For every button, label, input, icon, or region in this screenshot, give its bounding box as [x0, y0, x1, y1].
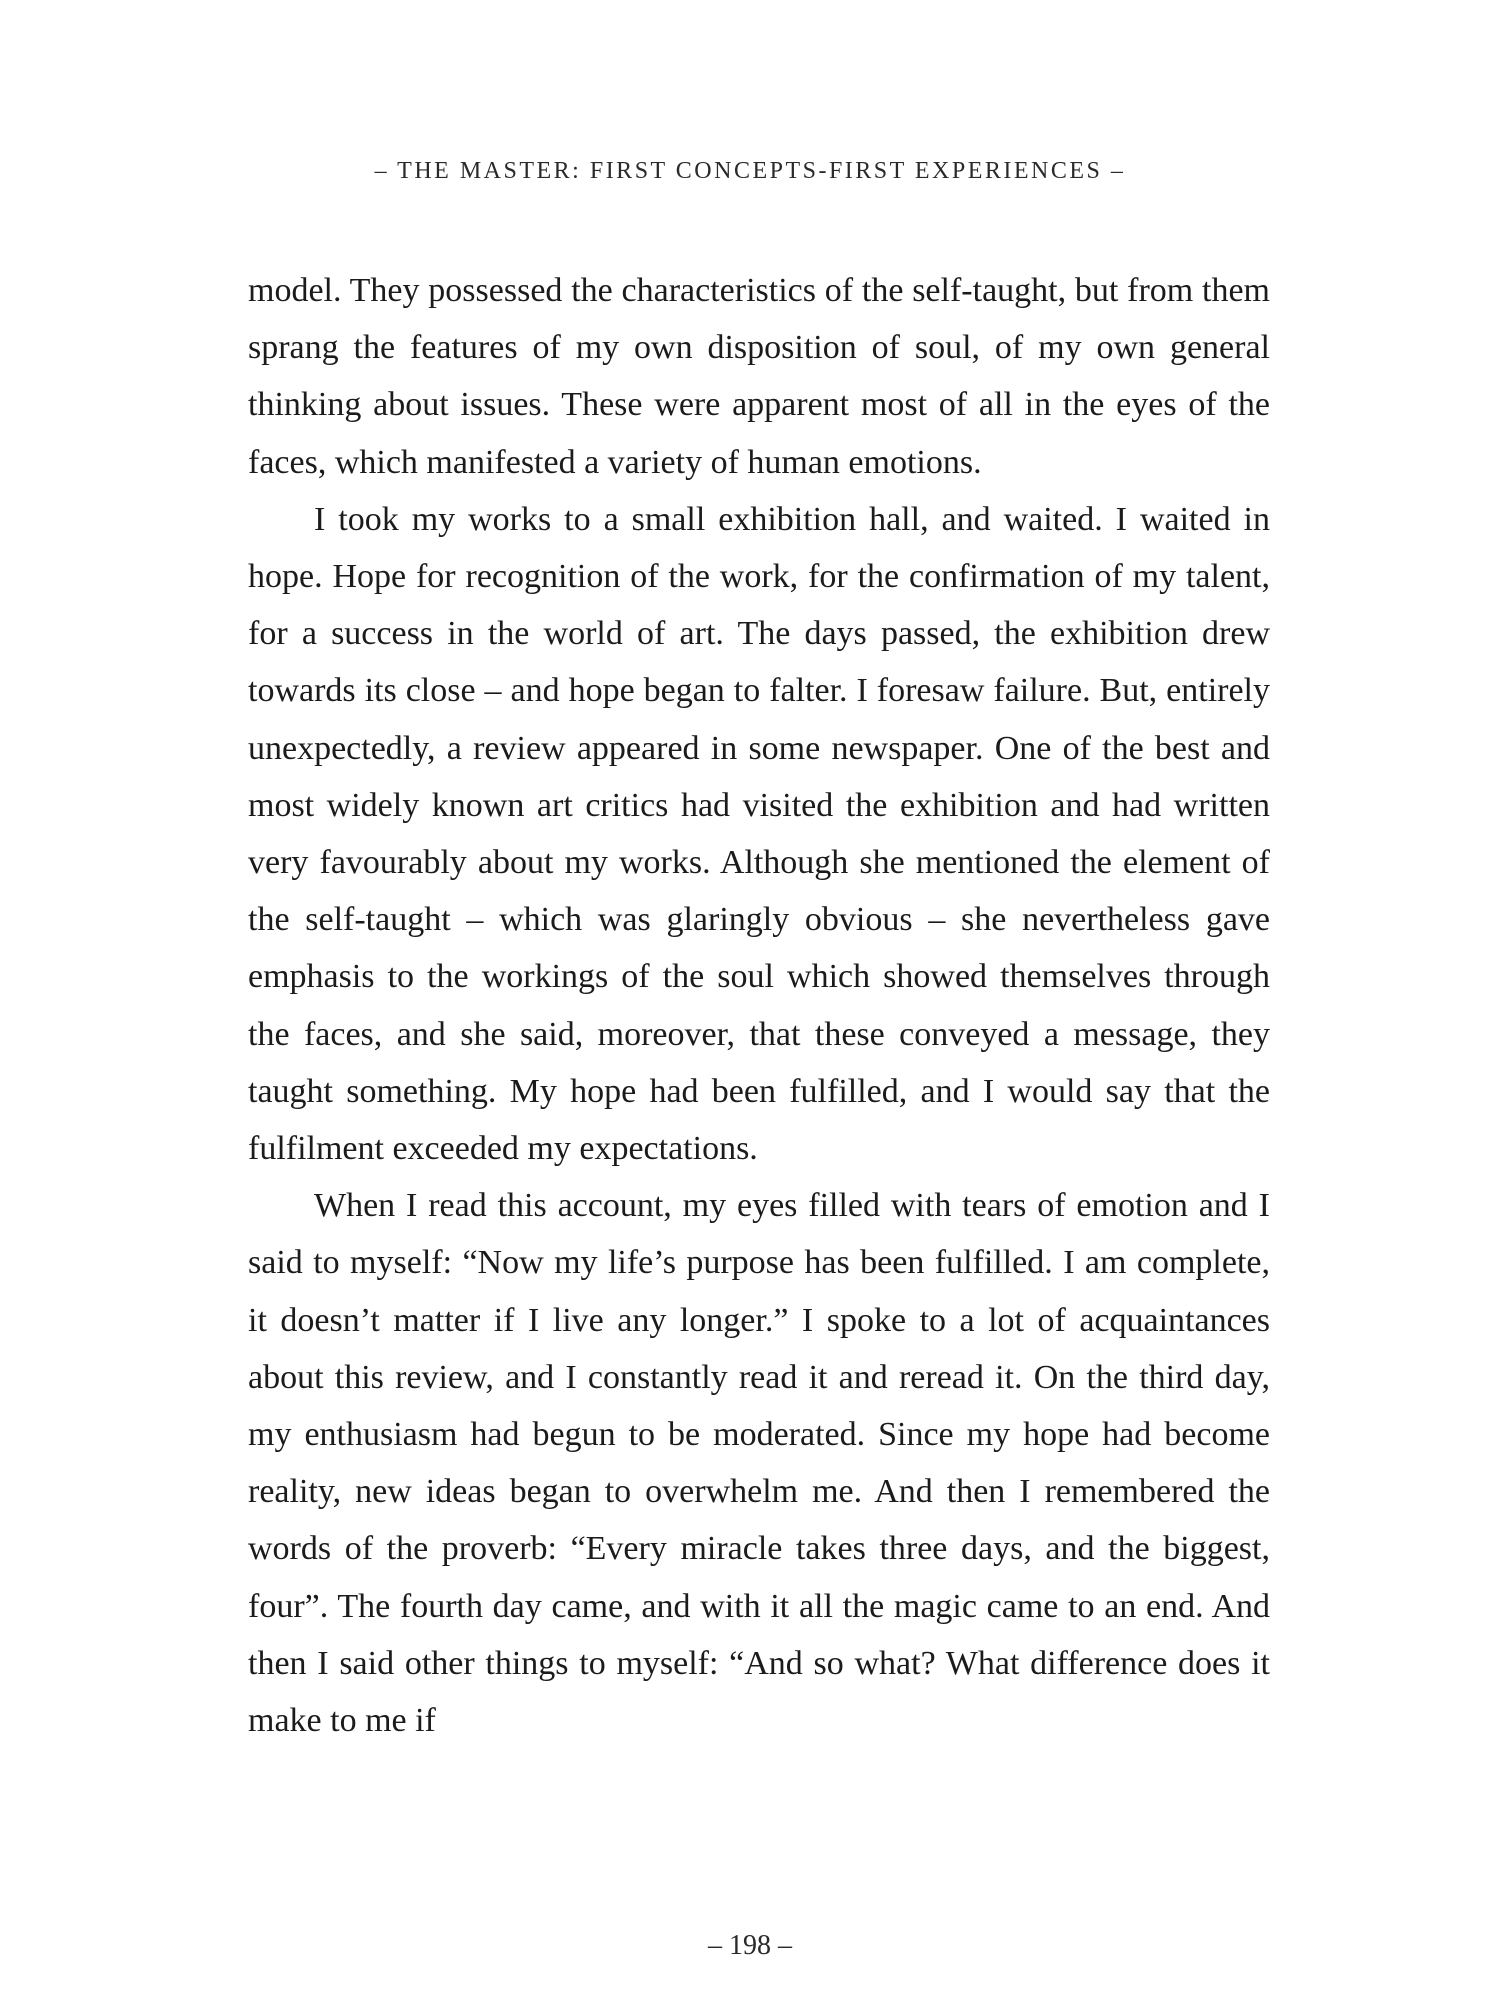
paragraph-2: I took my works to a small exhibition hall, and waited. I waited in hope. Hope for recognition of the work, for the confirmation of my talent, for a success in the world of art. The days passed, the exhibition drew towards its close – and hope began to falter. I foresaw failure. But, entirely unexpectedly, a review appeared in some newspaper. One of the best and most widely known art critics had visited the exhibition and had written very favourably about my works. Although she mentioned the element of the self-taught – which was glaringly obvious – she nevertheless gave emphasis to the workings of the soul which showed themselves through the faces, and she said, moreover, that these conveyed a message, they taught something. My hope had been fulfilled, and I would say that the fulfilment exceeded my expectations. [248, 500, 1270, 1168]
body-text [248, 262, 1270, 1749]
paragraph-3: When I read this account, my eyes filled with tears of emotion and I said to myself: “Now my life’s purpose has been fulfilled. I am complete, it doesn’t matter if I live any longer.” I spoke to a lot of acquaintances about this review, and I constantly read it and reread it. On the third day, my enthusiasm had begun to be moderated. Since my hope had become reality, new ideas began to overwhelm me. And then I remembered the words of the proverb: “Every miracle takes three days, and the biggest, four”. The fourth day came, and with it all the magic came to an end. And then I said other things to myself: “And so what? What difference does it make to me if [248, 1187, 1270, 1740]
paragraph-1: model. They possessed the characteristics of the self-taught, but from them sprang the features of my own disposition of soul, of my own general thinking about issues. These were apparent most of all in the eyes of the faces, which manifested a variety of human emotions. [248, 272, 1270, 481]
running-header: – THE MASTER: FIRST CONCEPTS-FIRST EXPERIENCES – [374, 158, 1126, 184]
page-number: – 198 – [708, 1930, 792, 1961]
